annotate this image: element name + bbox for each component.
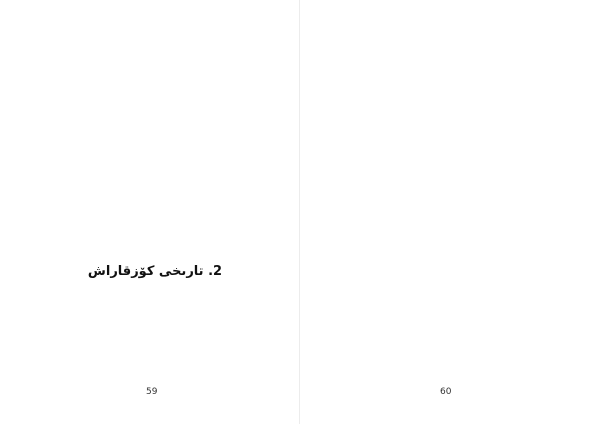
text-line xyxy=(24,125,286,137)
text-line xyxy=(318,66,580,78)
text-line xyxy=(24,353,286,365)
text-line xyxy=(318,307,580,319)
text-line xyxy=(318,131,580,143)
text-line xyxy=(24,112,286,124)
text-line xyxy=(24,340,286,352)
text-line xyxy=(318,203,580,215)
right-page-body xyxy=(318,40,580,366)
text-line xyxy=(318,118,580,130)
section-heading: 2. تارىخى كۆزقاراش xyxy=(87,264,223,279)
text-line xyxy=(318,53,580,65)
page-number-left: 59 xyxy=(146,387,158,397)
text-line xyxy=(318,92,580,104)
text-line xyxy=(318,105,580,117)
text-line xyxy=(24,327,286,339)
left-page-body-top xyxy=(24,40,286,275)
page-number-right: 60 xyxy=(440,387,452,397)
text-line xyxy=(24,197,286,209)
text-line xyxy=(24,236,286,248)
text-line xyxy=(24,288,286,300)
paragraph-gap xyxy=(318,170,580,177)
text-line xyxy=(24,249,286,261)
text-line xyxy=(24,66,286,78)
paragraph-gap xyxy=(24,190,286,197)
text-line xyxy=(24,301,286,313)
text-line xyxy=(318,255,580,267)
text-line xyxy=(318,190,580,202)
text-line xyxy=(24,164,286,176)
text-line xyxy=(24,399,286,411)
text-line xyxy=(318,294,580,306)
text-line xyxy=(24,177,286,189)
paragraph-gap xyxy=(24,105,286,112)
text-line xyxy=(318,242,580,254)
text-line xyxy=(24,53,286,65)
text-line xyxy=(24,138,286,150)
text-line xyxy=(318,216,580,228)
text-line xyxy=(24,210,286,222)
text-line xyxy=(318,40,580,52)
text-line xyxy=(24,92,286,104)
text-line xyxy=(318,79,580,91)
text-line xyxy=(24,223,286,235)
text-line xyxy=(318,281,580,293)
right-page xyxy=(300,0,600,424)
paragraph-gap xyxy=(318,333,580,340)
text-line xyxy=(318,144,580,156)
text-line xyxy=(318,177,580,189)
text-line xyxy=(318,372,580,384)
text-line xyxy=(24,40,286,52)
text-line xyxy=(318,268,580,280)
text-line xyxy=(24,314,286,326)
text-line xyxy=(318,229,580,241)
text-line xyxy=(24,151,286,163)
text-line xyxy=(24,366,286,378)
text-line xyxy=(318,320,580,332)
text-line xyxy=(318,346,580,358)
paragraph-gap xyxy=(24,379,286,386)
text-line xyxy=(318,157,580,169)
text-line xyxy=(318,359,580,371)
text-line xyxy=(24,79,286,91)
right-page-body-bottom xyxy=(318,346,580,385)
